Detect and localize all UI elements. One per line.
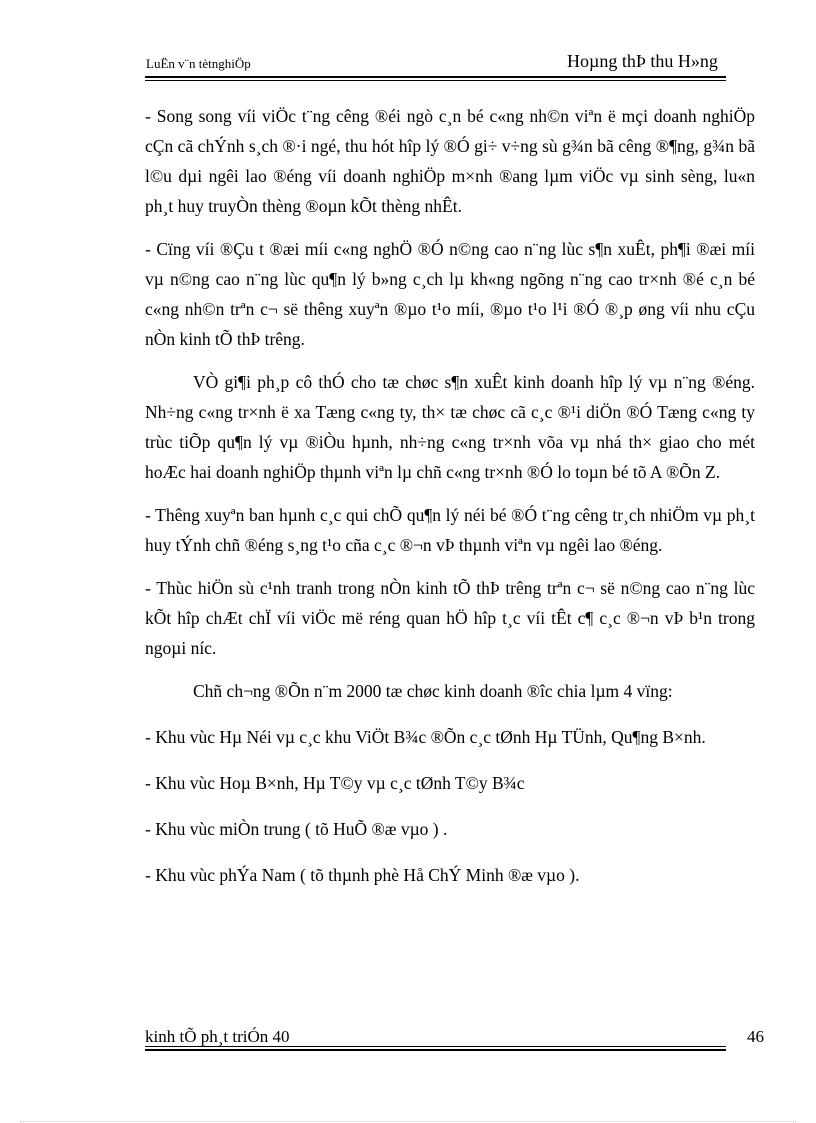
header-rule — [145, 76, 726, 78]
paragraph-regions-intro: Chñ ch¬ng ®Õn n¨m 2000 tæ chøc kinh doanh ®îc chia lµm 4 vïng: — [193, 681, 673, 701]
header-rule-thin — [145, 80, 726, 81]
list-item-region-1: - Khu vùc Hµ Néi vµ c¸c khu ViÖt B¾c ®Õn c¸c tØnh Hµ TÜnh, Qu¶ng B×nh. — [145, 727, 706, 747]
footer-label: kinh tÕ ph¸t triÓn 40 — [145, 1027, 290, 1046]
footer-rule-thin — [145, 1046, 726, 1047]
list-item-region-2: - Khu vùc Hoµ B×nh, Hµ T©y vµ c¸c tØnh T©y B¾c — [145, 773, 525, 793]
paragraph-business-organization: VÒ gi¶i ph¸p cô thÓ cho tæ chøc s¶n xuÊt kinh doanh hîp lý vµ n¨ng ®éng. Nh÷ng c«ng tr×nh ë xa Tæng c«ng ty, th× tæ chøc cã c¸c ®¹i diÖn ®Ó Tæng c«ng ty trùc tiÕp qu¶n lý vµ ®iÒu hµnh, nh÷ng c«ng tr×nh võa vµ nhá th× giao cho mét hoÆc hai doanh nghiÖp thµnh viªn lµ chñ c«ng tr×nh ®Ó lo toµn bé tõ A ®Õn Z. — [145, 372, 755, 482]
page-edge-divider — [20, 1121, 796, 1122]
paragraph-internal-regulations: - Thêng xuyªn ban hµnh c¸c qui chÕ qu¶n lý néi bé ®Ó t¨ng cêng tr¸ch nhiÖm vµ ph¸t huy tÝnh chñ ®éng s¸ng t¹o cña c¸c ®¬n vÞ thµnh viªn vµ ngêi lao ®éng. — [145, 505, 755, 555]
list-item-region-4: - Khu vùc phÝa Nam ( tõ thµnh phè Hå ChÝ Minh ®æ vµo ). — [145, 865, 580, 885]
paragraph-competition: - Thùc hiÖn sù c¹nh tranh trong nÒn kinh tÕ thÞ trêng trªn c¬ së n©ng cao n¨ng lùc kÕt hîp chÆt chÏ víi viÖc më réng quan hÖ hîp t¸c víi tÊt c¶ c¸c ®¬n vÞ b¹n trong ngoµi níc. — [145, 578, 755, 658]
footer-rule — [145, 1049, 726, 1051]
list-item-region-3: - Khu vùc miÒn trung ( tõ HuÕ ®æ vµo ) . — [145, 819, 448, 839]
paragraph-training-policy: - Song song víi viÖc t¨ng cêng ®éi ngò c¸n bé c«ng nh©n viªn ë mçi doanh nghiÖp cÇn cã chÝnh s¸ch ®·i ngé, thu hót hîp lý ®Ó gi÷ v÷ng sù g¾n bã cêng ®¶ng, g¾n bã l©u dµi ngêi lao ®éng víi doanh nghiÖp m×nh ®ang lµm viÖc vµ sinh sèng, lu«n ph¸t huy truyÒn thèng ®oµn kÕt thèng nhÊt. — [145, 106, 755, 216]
page-number: 46 — [747, 1027, 764, 1046]
header-author-name: Hoµng thÞ thu H»ng — [567, 51, 718, 71]
header-thesis-label: LuËn v¨n tètnghiÖp — [146, 56, 251, 71]
body-text — [145, 101, 755, 906]
paragraph-technology-investment: - Cïng víi ®Çu t ®æi míi c«ng nghÖ ®Ó n©ng cao n¨ng lùc s¶n xuÊt, ph¶i ®æi míi vµ n©ng cao n¨ng lùc qu¶n lý b»ng c¸ch lµ kh«ng ngõng n¨ng cao tr×nh ®é c¸n bé c«ng nh©n trªn c¬ së thêng xuyªn ®µo t¹o míi, ®µo t¹o l¹i ®Ó ®¸p øng víi nhu cÇu nÒn kinh tÕ thÞ trêng. — [145, 239, 755, 349]
